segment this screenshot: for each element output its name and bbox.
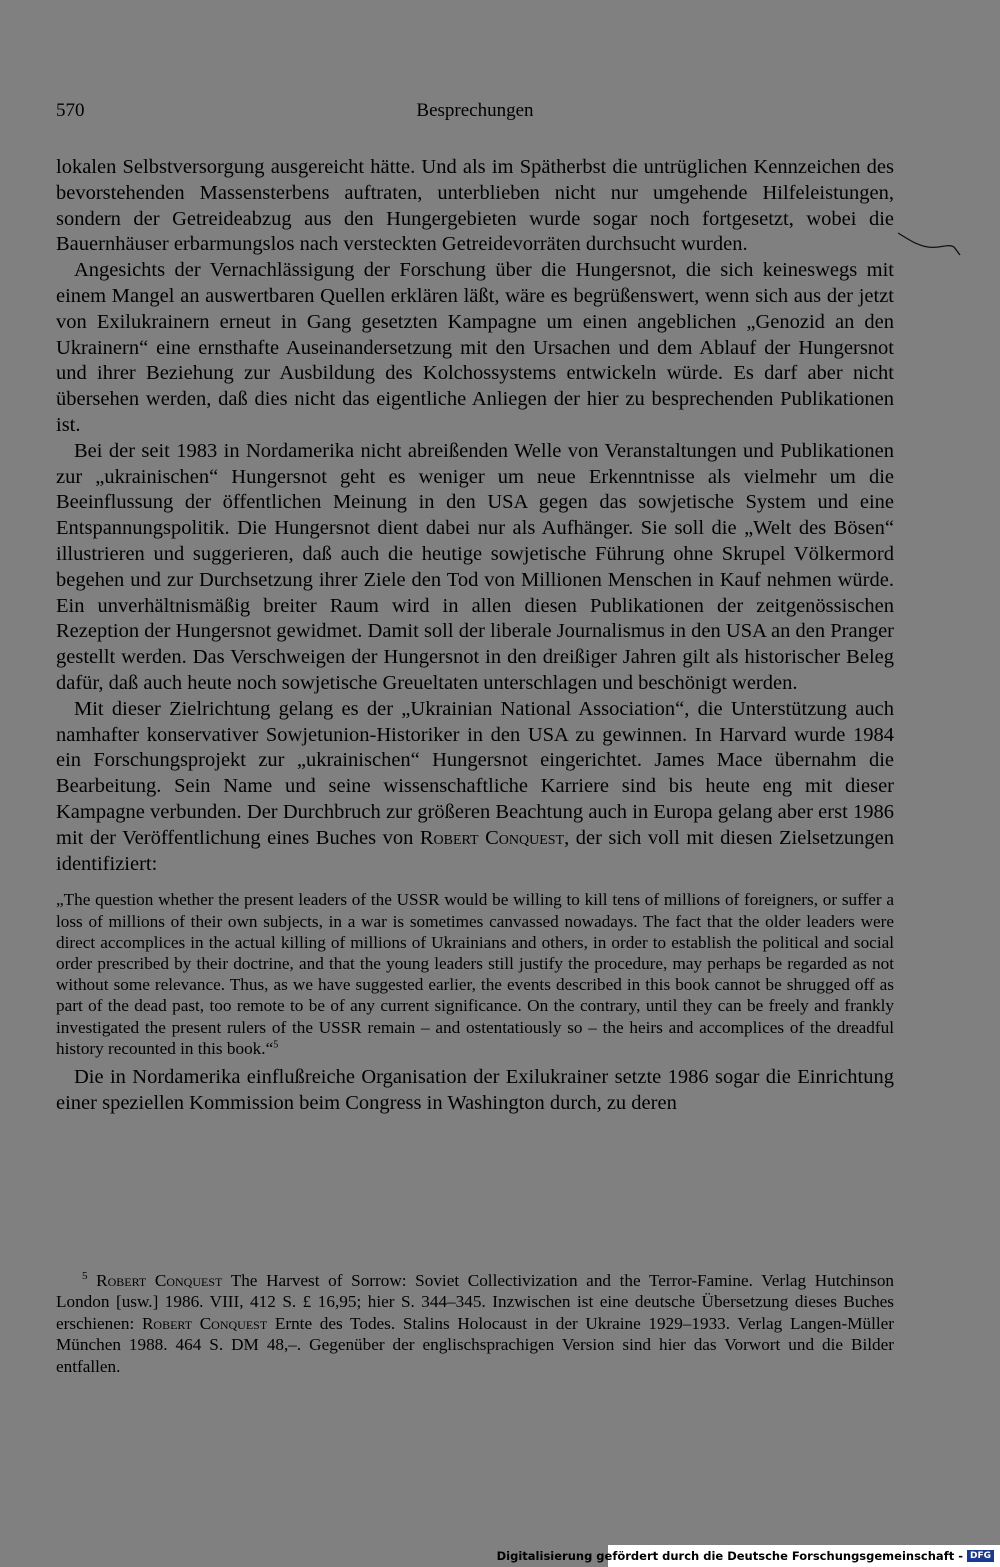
paragraph-5: Die in Nordamerika einflußreiche Organisation der Exilukrainer setzte 1986 sogar die Einrichtung einer speziellen Kommission beim Congress in Washington durch, zu deren — [56, 1065, 894, 1114]
body-text — [56, 155, 894, 1117]
paragraph-4-text: Mit dieser Zielrichtung gelang es der „Ukrainian National Association“, die Unterstützung auch namhafter konservativer Sowjetunion-Historiker in den USA zu gewinnen. In Harvard wurde 1984 ein Forschungsprojekt zur „ukrainischen“ Hungersnot eingerichtet. James Mace übernahm die Bearbeitung. Sein Name und seine wissenschaftliche Karriere sind bis heute eng mit dieser Kampagne verbunden. Der Durchbruch zur größeren Beachtung auch in Europa gelang aber erst 1986 mit der Veröffentlichung eines Buches von — [56, 697, 894, 849]
paragraph-1: lokalen Selbstversorgung ausgereicht hätte. Und als im Spätherbst die untrüglichen Kennzeichen des bevorstehenden Massensterbens auftraten, unterblieben nicht nur umgehende Hilfeleistungen, sondern der Getreideabzug aus den Hungergebieten wurde sogar noch fortgesetzt, wobei die Bauernhäuser erbarmungslos nach versteckten Getreidevorräten durchsucht wurden. — [56, 156, 894, 256]
paragraph-2: Angesichts der Vernachlässigung der Forschung über die Hungersnot, die sich keineswegs mit einem Mangel an auswertbaren Quellen erklären läßt, wäre es begrüßenswert, wenn sich aus der jetzt von Exilukrainern erneut in Gang gesetzten Kampagne um einen angeblichen „Genozid an den Ukrainern“ eine ernsthafte Auseinandersetzung mit den Ursachen und dem Ablauf der Hungersnot und ihrer Beziehung zur Ausbildung des Kolchossystems entwickeln würde. Es darf aber nicht übersehen werden, daß dies nicht das eigentliche Anliegen der hier zu besprechenden Publikationen ist. — [56, 259, 894, 436]
footnote-reference[interactable]: 5 — [273, 1039, 279, 1050]
dfg-logo-icon: DFG — [967, 1550, 994, 1562]
footnote-number: 5 — [82, 1270, 88, 1283]
footer-credit: Digitalisierung gefördert durch die Deutsche Forschungsgemeinschaft - — [496, 1549, 963, 1563]
page-header — [56, 100, 894, 130]
footnote-author-1: Robert Conquest — [96, 1271, 223, 1290]
footnote — [56, 1270, 894, 1377]
digitization-footer — [496, 1545, 1000, 1567]
quote-text: „The question whether the present leaders of the USSR would be willing to kill tens of millions of foreigners, or suffer a loss of millions of their own subjects, in a war is sometimes canvassed nowadays. The fact that the older leaders were direct accomplices in the actual killing of millions of Ukrainians and others, in order to establish the political and social order prescribed by their doctrine, and that the young leaders still justify the procedure, may perhaps be regarded as not without some relevance. Thus, as we have suggested earlier, the events described in this book cannot be shrugged off as part of the dead past, too remote to be of any current significance. On the contrary, until they can be freely and frankly investigated the present rulers of the USSR remain – and ostentatiously so – the heirs and accomplices of the dreadful history recounted in this book.“ — [56, 890, 894, 1058]
footnote-text-2: Ernte des Todes. Stalins Holocaust in der Ukraine 1929–1933. Verlag Langen-Müller München 1988. 464 S. DM 48,–. Gegenüber der englischsprachigen Version sind hier das Vorwort und die Bilder entfallen. — [56, 1313, 894, 1376]
paragraph-4-tail: , der sich voll mit diesen Zielsetzungen identifiziert: — [56, 826, 894, 875]
author-name: Robert Conquest — [419, 826, 565, 849]
page-number: 570 — [56, 100, 85, 121]
footnote-author-2: Robert Conquest — [141, 1313, 268, 1333]
footnote-text-1: The Harvest of Sorrow: Soviet Collectivization and the Terror-Famine. Verlag Hutchinson London [usw.] 1986. VIII, 412 S. £ 16,95; hier S. 344–345. Inzwischen ist eine deutsche Übersetzung dieses Buches erschienen: — [56, 1271, 895, 1333]
handwritten-margin-mark — [896, 225, 966, 265]
block-quote — [56, 889, 894, 1059]
paragraph-3: Bei der seit 1983 in Nordamerika nicht abreißenden Welle von Veranstaltungen und Publikationen zur „ukrainischen“ Hungersnot geht es weniger um neue Erkenntnisse als vielmehr um die Beeinflussung der öffentlichen Meinung in den USA gegen das sowjetische System und eine Entspannungspolitik. Die Hungersnot dient dabei nur als Aufhänger. Sie soll die „Welt des Bösen“ illustrieren und suggerieren, daß auch die heutige sowjetische Führung ohne Skrupel Völkermord begehen und zur Durchsetzung ihrer Ziele den Tod von Millionen Menschen in Kauf nehmen würde. Ein unverhältnismäßig breiter Raum wird in allen diesen Publikationen der zeitgenössischen Rezeption der Hungersnot gewidmet. Damit soll der liberale Journalismus in den USA an den Pranger gestellt werden. Das Verschweigen der Hungersnot in den dreißiger Jahren gilt als historischer Beleg dafür, daß auch heute noch sowjetische Greueltaten unterschlagen und beschönigt werden. — [56, 439, 894, 694]
running-title: Besprechungen — [416, 100, 534, 121]
paragraph-4 — [56, 697, 894, 878]
